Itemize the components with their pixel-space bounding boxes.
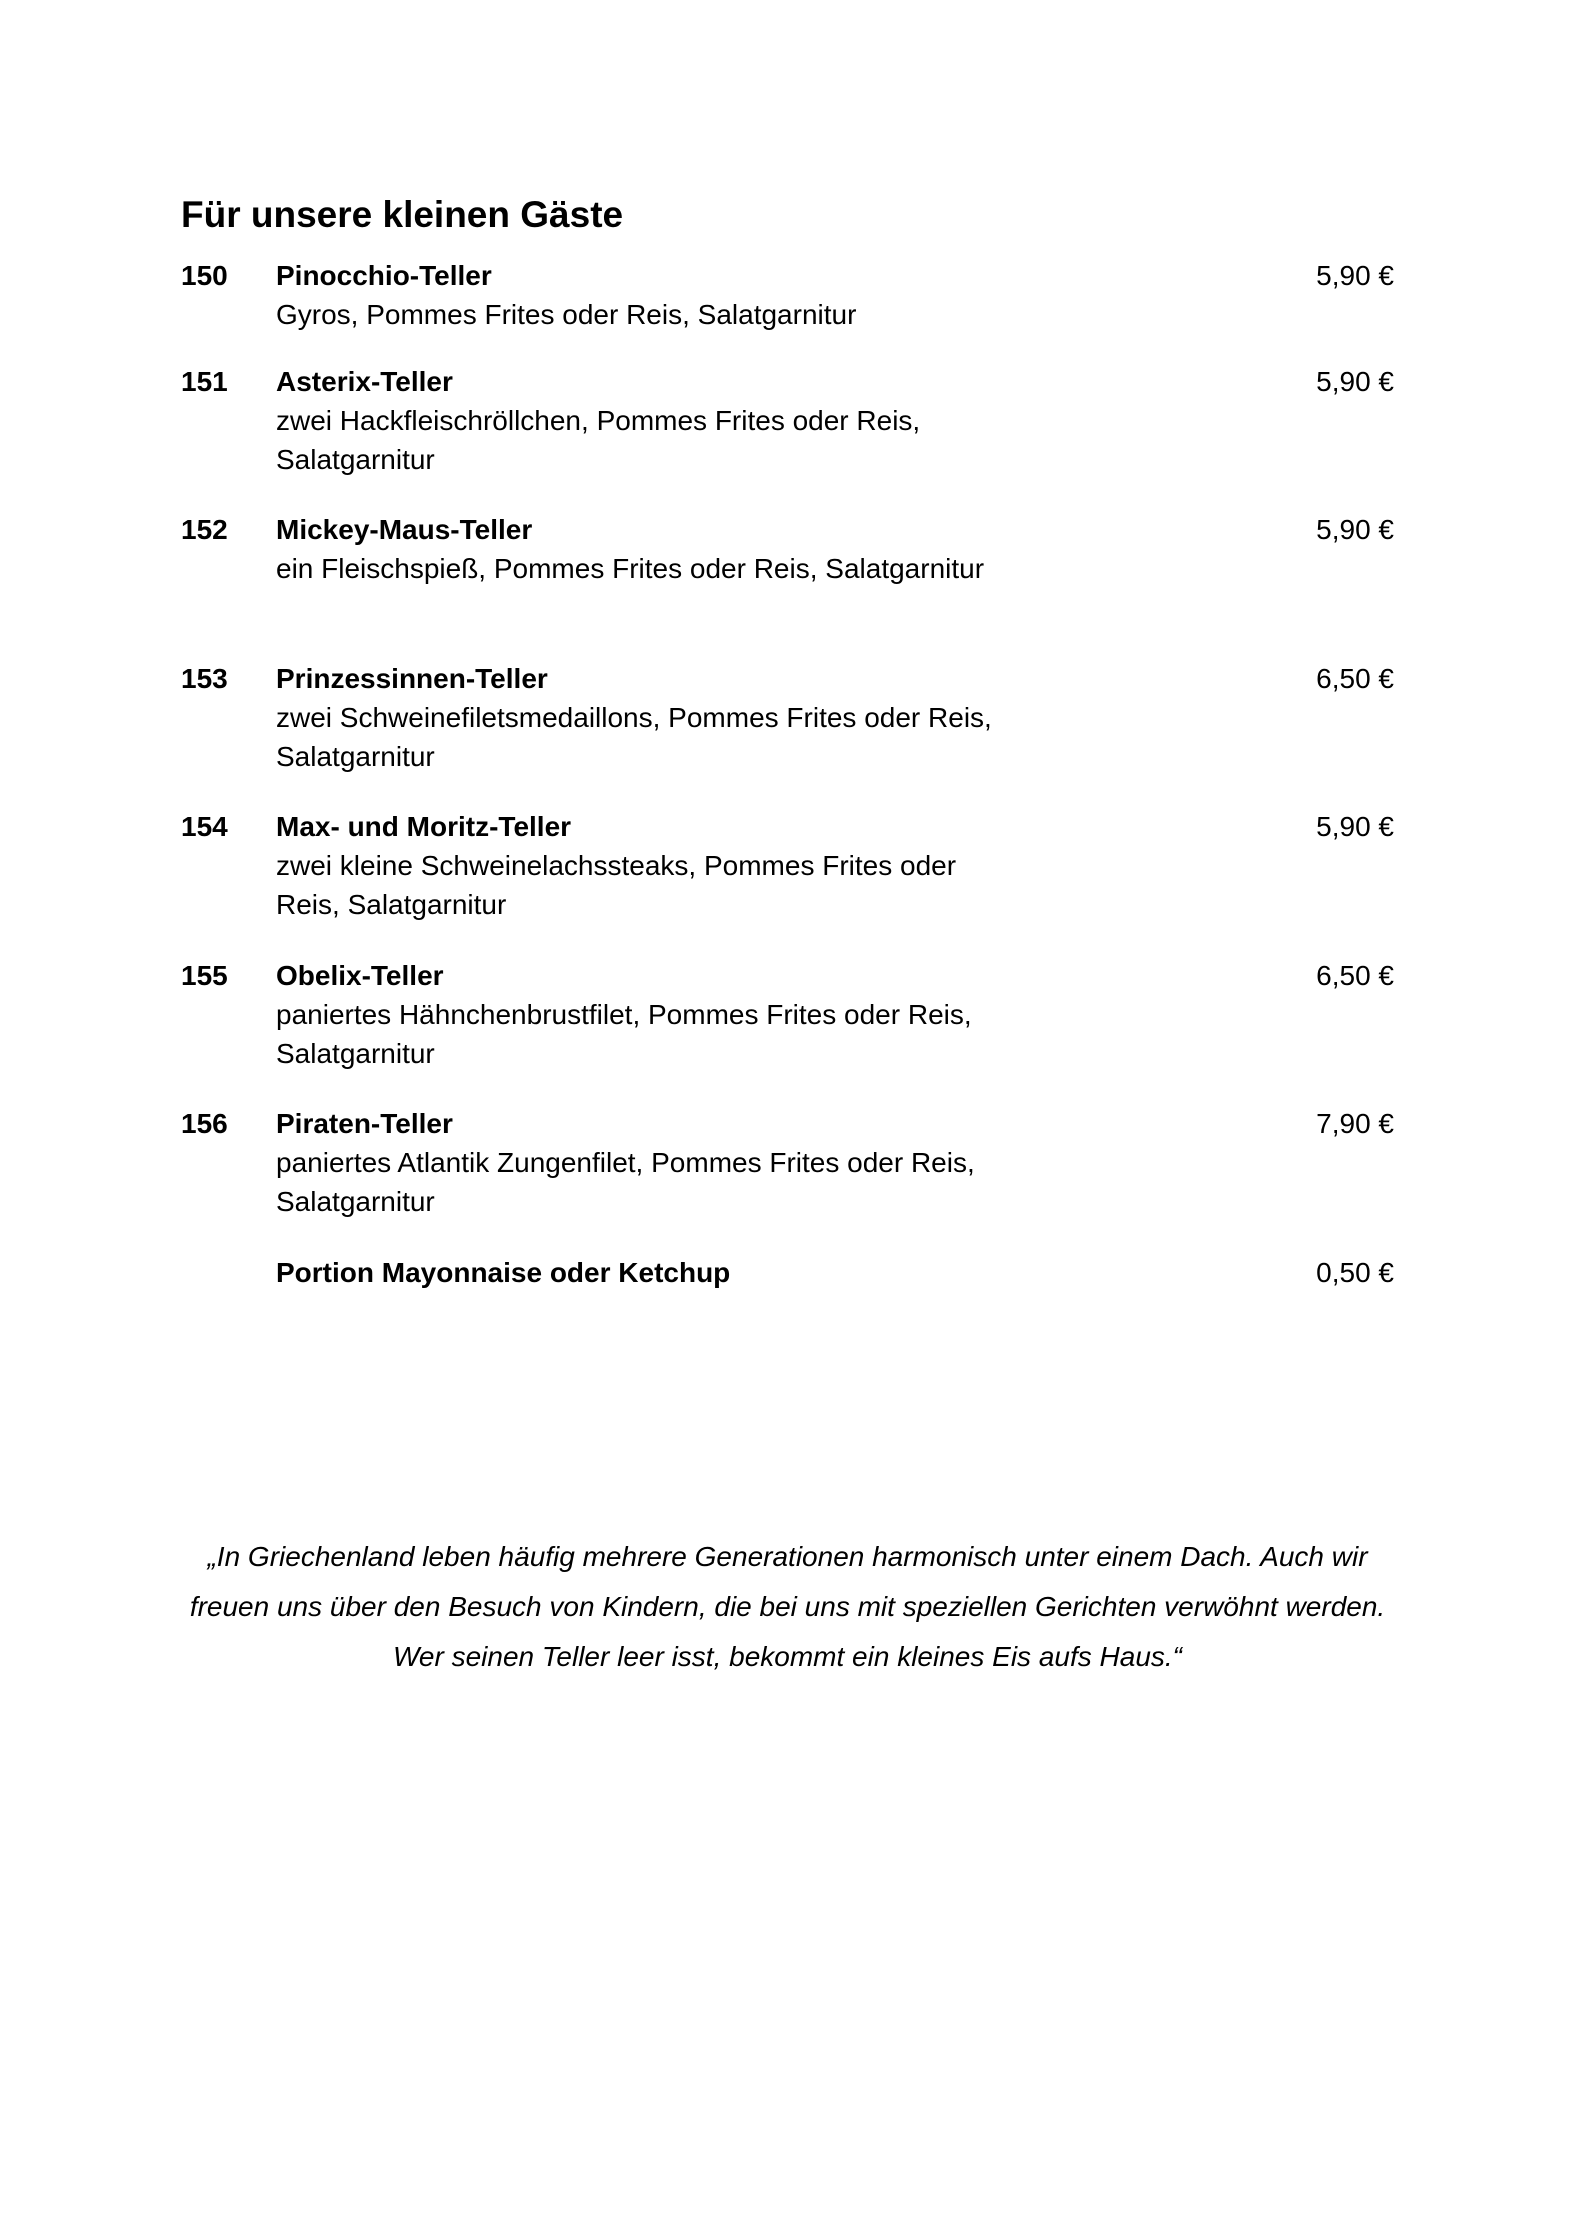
item-description: ein Fleischspieß, Pommes Frites oder Reis, Salatgarnitur [276, 553, 985, 584]
item-name: Prinzessinnen-Teller [276, 663, 548, 694]
item-price: 5,90 € [1316, 260, 1394, 291]
item-number: 153 [181, 663, 228, 694]
item-name: Piraten-Teller [276, 1108, 453, 1139]
item-description: zwei kleine Schweinelachssteaks, Pommes Frites oder Reis, Salatgarnitur [276, 850, 957, 920]
item-description: zwei Hackfleischröllchen, Pommes Frites oder Reis, Salatgarnitur [276, 405, 921, 475]
item-description: paniertes Hähnchenbrustfilet, Pommes Frites oder Reis, Salatgarnitur [276, 999, 972, 1069]
item-price: 5,90 € [1316, 366, 1394, 397]
item-number: 156 [181, 1108, 228, 1139]
item-number: 152 [181, 514, 228, 545]
item-number: 150 [181, 260, 228, 291]
item-name: Obelix-Teller [276, 960, 444, 991]
closing-quote: „In Griechenland leben häufig mehrere Generationen harmonisch unter einem Dach. Auch wir freuen uns über den Besuch von Kindern, die bei uns mit speziellen Gerichten verwöhnt werden. Wer seinen Teller leer isst, bekommt ein kleines Eis aufs Haus.“ [189, 1541, 1386, 1672]
page-title: Für unsere kleinen Gäste [181, 194, 624, 235]
item-name: Max- und Moritz-Teller [276, 811, 572, 842]
item-name: Mickey-Maus-Teller [276, 514, 533, 545]
item-price: 5,90 € [1316, 811, 1394, 842]
item-description: paniertes Atlantik Zungenfilet, Pommes Frites oder Reis, Salatgarnitur [276, 1147, 975, 1217]
item-price: 6,50 € [1316, 960, 1394, 991]
item-name: Portion Mayonnaise oder Ketchup [276, 1257, 731, 1288]
item-number: 151 [181, 366, 228, 397]
item-price: 5,90 € [1316, 514, 1394, 545]
item-name: Asterix-Teller [276, 366, 453, 397]
item-name: Pinocchio-Teller [276, 260, 492, 291]
item-description: zwei Schweinefiletsmedaillons, Pommes Frites oder Reis, Salatgarnitur [276, 702, 992, 772]
item-description: Gyros, Pommes Frites oder Reis, Salatgarnitur [276, 299, 857, 330]
item-price: 6,50 € [1316, 663, 1394, 694]
item-number: 155 [181, 960, 228, 991]
item-price: 0,50 € [1316, 1257, 1394, 1288]
item-price: 7,90 € [1316, 1108, 1394, 1139]
item-number: 154 [181, 811, 228, 842]
